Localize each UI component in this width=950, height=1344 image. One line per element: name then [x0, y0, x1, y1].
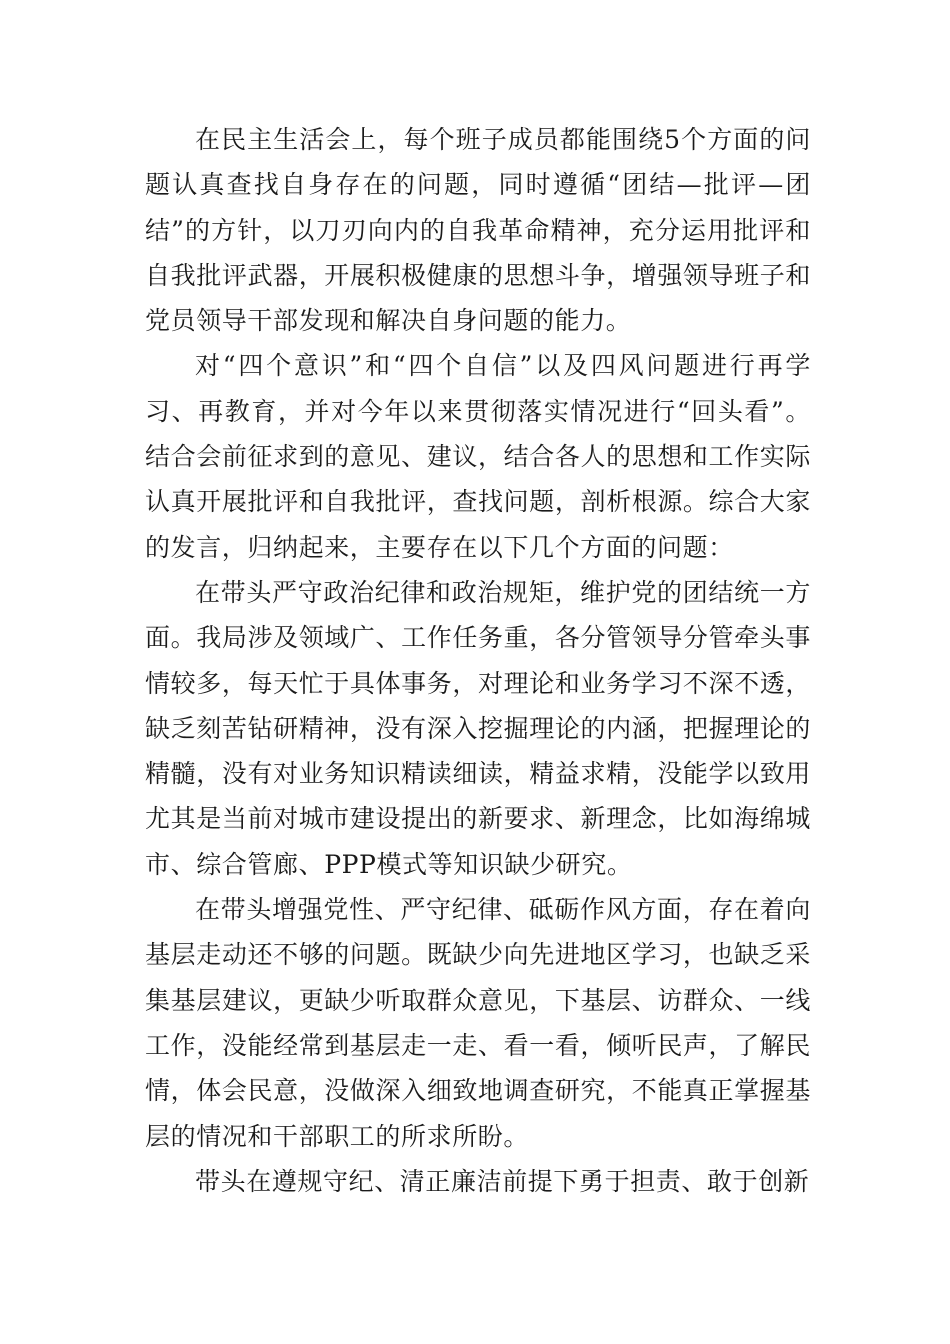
paragraph-political-discipline: 在带头严守政治纪律和政治规矩，维护党的团结统一方面。我局涉及领域广、工作任务重，各分管领导分管牵头事情较多，每天忙于具体事务，对理论和业务学习不深不透，缺乏刻苦钻研精神，没有深入挖掘理论的内涵，把握理论的精髓，没有对业务知识精读细读，精益求精，没能学以致用尤其是当前对城市建设提出的新要求、新理念，比如海绵城市、综合管廊、PPP模式等知识缺少研究。 [145, 577, 811, 879]
paragraph-four-consciousness-review: 对“四个意识”和“四个自信”以及四风问题进行再学习、再教育，并对今年以来贯彻落实情况进行“回头看”。结合会前征求到的意见、建议，结合各人的思想和工作实际认真开展批评和自我批评，查找问题，剖析根源。综合大家的发言，归纳起来，主要存在以下几个方面的问题： [145, 351, 811, 562]
document-body [145, 117, 811, 1204]
paragraph-party-spirit-style: 在带头增强党性、严守纪律、砥砺作风方面，存在着向基层走动还不够的问题。既缺少向先进地区学习，也缺乏采集基层建议，更缺少听取群众意见，下基层、访群众、一线工作，没能经常到基层走一走、看一看，倾听民声，了解民情，体会民意，没做深入细致地调查研究，不能真正掌握基层的情况和干部职工的所求所盼。 [145, 895, 811, 1151]
paragraph-integrity-innovation: 带头在遵规守纪、清正廉洁前提下勇于担责、敢于创新 [195, 1166, 810, 1196]
paragraph-democratic-life-meeting: 在民主生活会上，每个班子成员都能围绕5个方面的问题认真查找自身存在的问题，同时遵循“团结—批评—团结”的方针，以刀刃向内的自我革命精神，充分运用批评和自我批评武器，开展积极健康的思想斗争，增强领导班子和党员领导干部发现和解决自身问题的能力。 [145, 125, 811, 336]
